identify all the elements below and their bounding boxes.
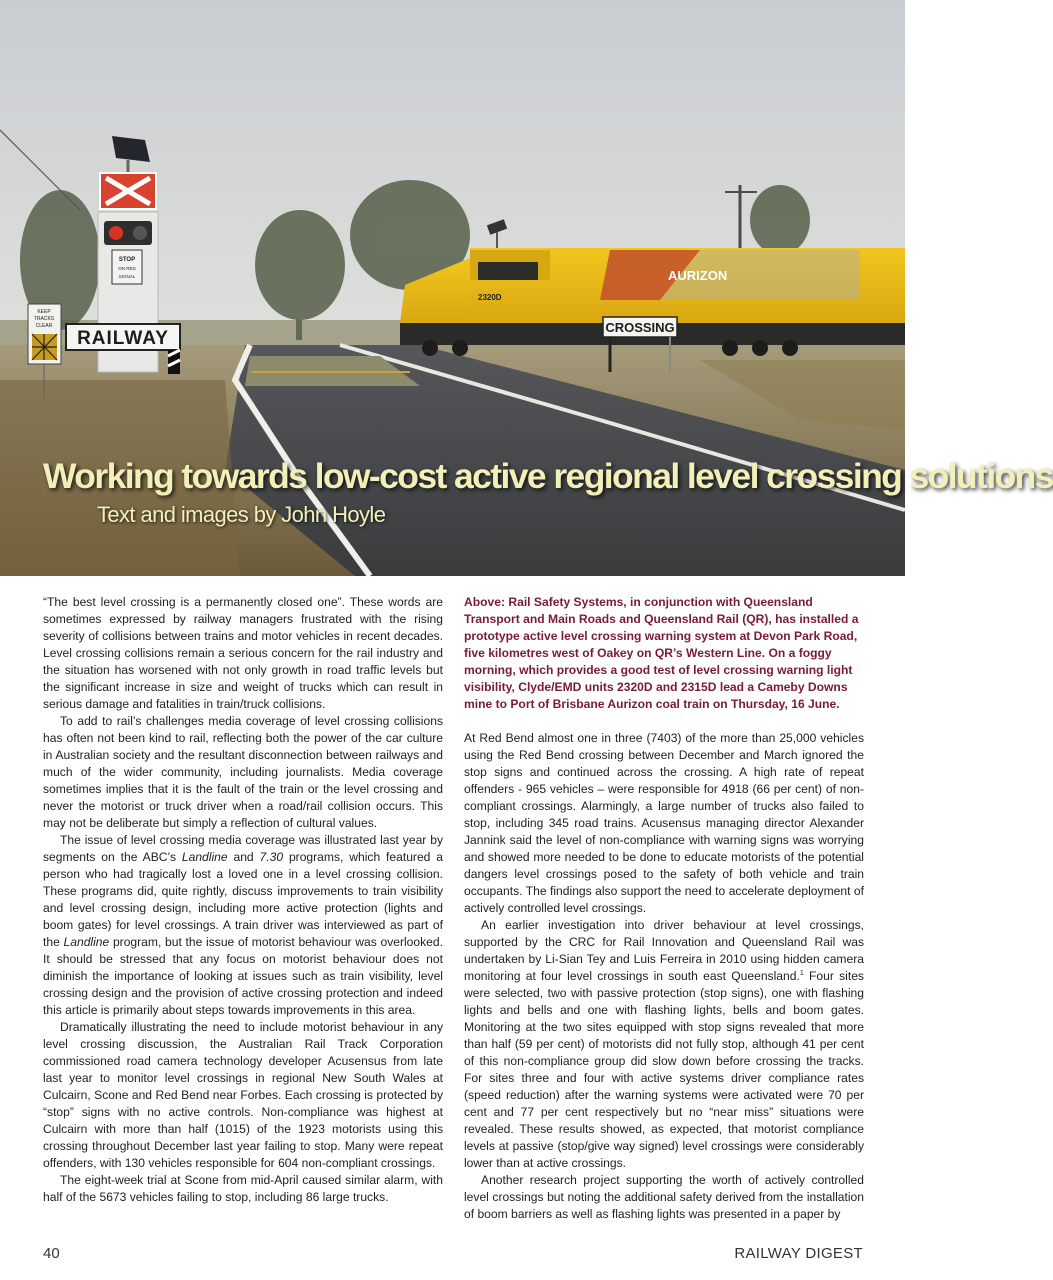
svg-text:STOP: STOP bbox=[118, 257, 136, 263]
paragraph: The eight-week trial at Scone from mid-April caused similar alarm, with half of the 5673 vehicles failing to stop, including 86 large trucks. bbox=[43, 1173, 443, 1204]
paragraph: Another research project supporting the worth of actively controlled level crossings but noting the additional safety derived from the installation of boom barriers as well as flashing lights was presented in a paper by bbox=[464, 1173, 864, 1221]
left-column bbox=[43, 594, 443, 1206]
article-title: Working towards low-cost active regional level crossing solutions bbox=[43, 456, 1053, 496]
paragraph: At Red Bend almost one in three (7403) of the more than 25,000 vehicles using the Red Bend crossing between December and March ignored the stop signs and continued across the crossing. A high rate of repeat offenders - 965 vehicles – were responsible for 4918 (66 per cent) of non-compliant crossings. Alarmingly, a large number of trucks also failed to stop, including 345 road trains. Acusensus managing director Alexander Jannink said the level of non-compliance with warning signs was worrying and showed more needed to be done to educate motorists of the potential dangers level crossings posed to the safety of both vehicle and train occupants. The findings also support the need to accelerate deployment of actively controlled level crossings. bbox=[464, 731, 864, 915]
paragraph: To add to rail’s challenges media coverage of level crossing collisions has often not been kind to rail, reflecting both the power of the car culture in Australian society and the resultant disconnection between railways and much of the wider community, including journalists. Media coverage sometimes implies that it is the fault of the train or the level crossing and never the motorist or truck driver when a road/rail collision occurs. This may not be deliberate but simply a reflection of cultural values. bbox=[43, 714, 443, 830]
paragraph: Dramatically illustrating the need to include motorist behaviour in any level crossing discussion, the Australian Rail Track Corporation commissioned road camera technology developer Acusensus from late last year to monitor level crossings in regional New South Wales at Culcairn, Scone and Red Bend near Forbes. Each crossing is protected by “stop” signs with no active controls. Non-compliance was highest at Culcairn with more than half (1015) of the 1923 motorists using this crossing throughout December last year failing to stop. Many were repeat offenders, with 130 vehicles responsible for 604 non-compliant crossings. bbox=[43, 1020, 443, 1170]
right-column bbox=[464, 594, 864, 1223]
page-number: 40 bbox=[43, 1245, 60, 1262]
svg-text:CLEAR: CLEAR bbox=[35, 323, 53, 329]
footnote-ref: 1 bbox=[799, 969, 804, 977]
programme-name: Landline bbox=[63, 935, 110, 949]
loco-number-text: 2320D bbox=[478, 293, 502, 302]
hero-photo bbox=[0, 0, 1053, 576]
caption-label: Above: bbox=[464, 595, 505, 609]
paragraph: An earlier investigation into driver behaviour at level crossings, supported by the CRC for Rail Innovation and Queensland Rail was undertaken by Li-Sian Tey and Luis Ferreira in 2010 using hidden camera monitoring at four level crossings in south east Queensland.$^1$ Four sites were selected, two with passive protection (stop signs), one with flashing lights and bells and one with flashing lights, bells and boom gates. Monitoring at the two sites equipped with stop signs revealed that more than half (59 per cent) of motorists did not fully stop, although 41 per cent of this non-compliance group did slow down before crossing the tracks. For sites three and four with active systems driver compliance rates (speed reduction) after the warning systems were activated were 70 per cent and 77 per cent respectively but no “near miss” situations were revealed. These results showed, as expected, that motorist compliance levels at passive (stop/give way signed) level crossings were considerably lower than at active crossings. bbox=[464, 918, 864, 1170]
svg-text:ON RED: ON RED bbox=[118, 266, 136, 271]
svg-text:TRACKS: TRACKS bbox=[33, 316, 55, 322]
svg-text:KEEP: KEEP bbox=[37, 309, 51, 315]
photo-caption bbox=[464, 594, 864, 713]
programme-name: Landline bbox=[181, 850, 228, 864]
programme-name: 7.30 bbox=[259, 850, 284, 864]
magazine-name: RAILWAY DIGEST bbox=[734, 1245, 863, 1262]
svg-text:SIGNAL: SIGNAL bbox=[118, 274, 136, 279]
paragraph: The issue of level crossing media coverage was illustrated last year by segments on the ABC’s Landline and 7.30 programs, which featured a person who had tragically lost a loved one in a level crossing collision. These programs did, quite rightly, discuss improvements to train visibility and level crossing design, including more active protection (lights and boom gates) for level crossings. A train driver was interviewed as part of the Landline program, but the issue of motorist behaviour was overlooked. It should be stressed that any focus on motorist behaviour does not diminish the importance of looking at issues such as train visibility, level crossing design and the provision of active crossing protection and indeed this article is primarily about steps towards improvements in this area. bbox=[43, 833, 443, 1017]
loco-brand-text: AURIZON bbox=[668, 268, 728, 283]
caption-text: Rail Safety Systems, in conjunction with Queensland Transport and Main Roads and Queensland Rail (QR), has installed a prototype active level crossing warning system at Devon Park Road, five kilometres west of Oakey on QR’s Western Line. On a foggy morning, which provides a good test of level crossing warning light visibility, Clyde/EMD units 2320D and 2315D lead a Cameby Downs mine to Port of Brisbane Aurizon coal train on Thursday, 16 June. bbox=[464, 595, 859, 711]
article-credit: Text and images by John Hoyle bbox=[97, 502, 386, 527]
crossing-sign-text: CROSSING bbox=[605, 320, 675, 335]
railway-sign-text: RAILWAY bbox=[77, 328, 169, 349]
paragraph: “The best level crossing is a permanently closed one”. These words are sometimes expressed by railway managers frustrated with the rising severity of collisions between trains and motor vehicles in recent decades. Level crossing collisions remain a serious concern for the rail industry and the situation has worsened with not only growth in road traffic levels but the significant increase in size and weight of trucks which can result in serious damage and fatalities in train/truck collisions. bbox=[43, 595, 443, 711]
